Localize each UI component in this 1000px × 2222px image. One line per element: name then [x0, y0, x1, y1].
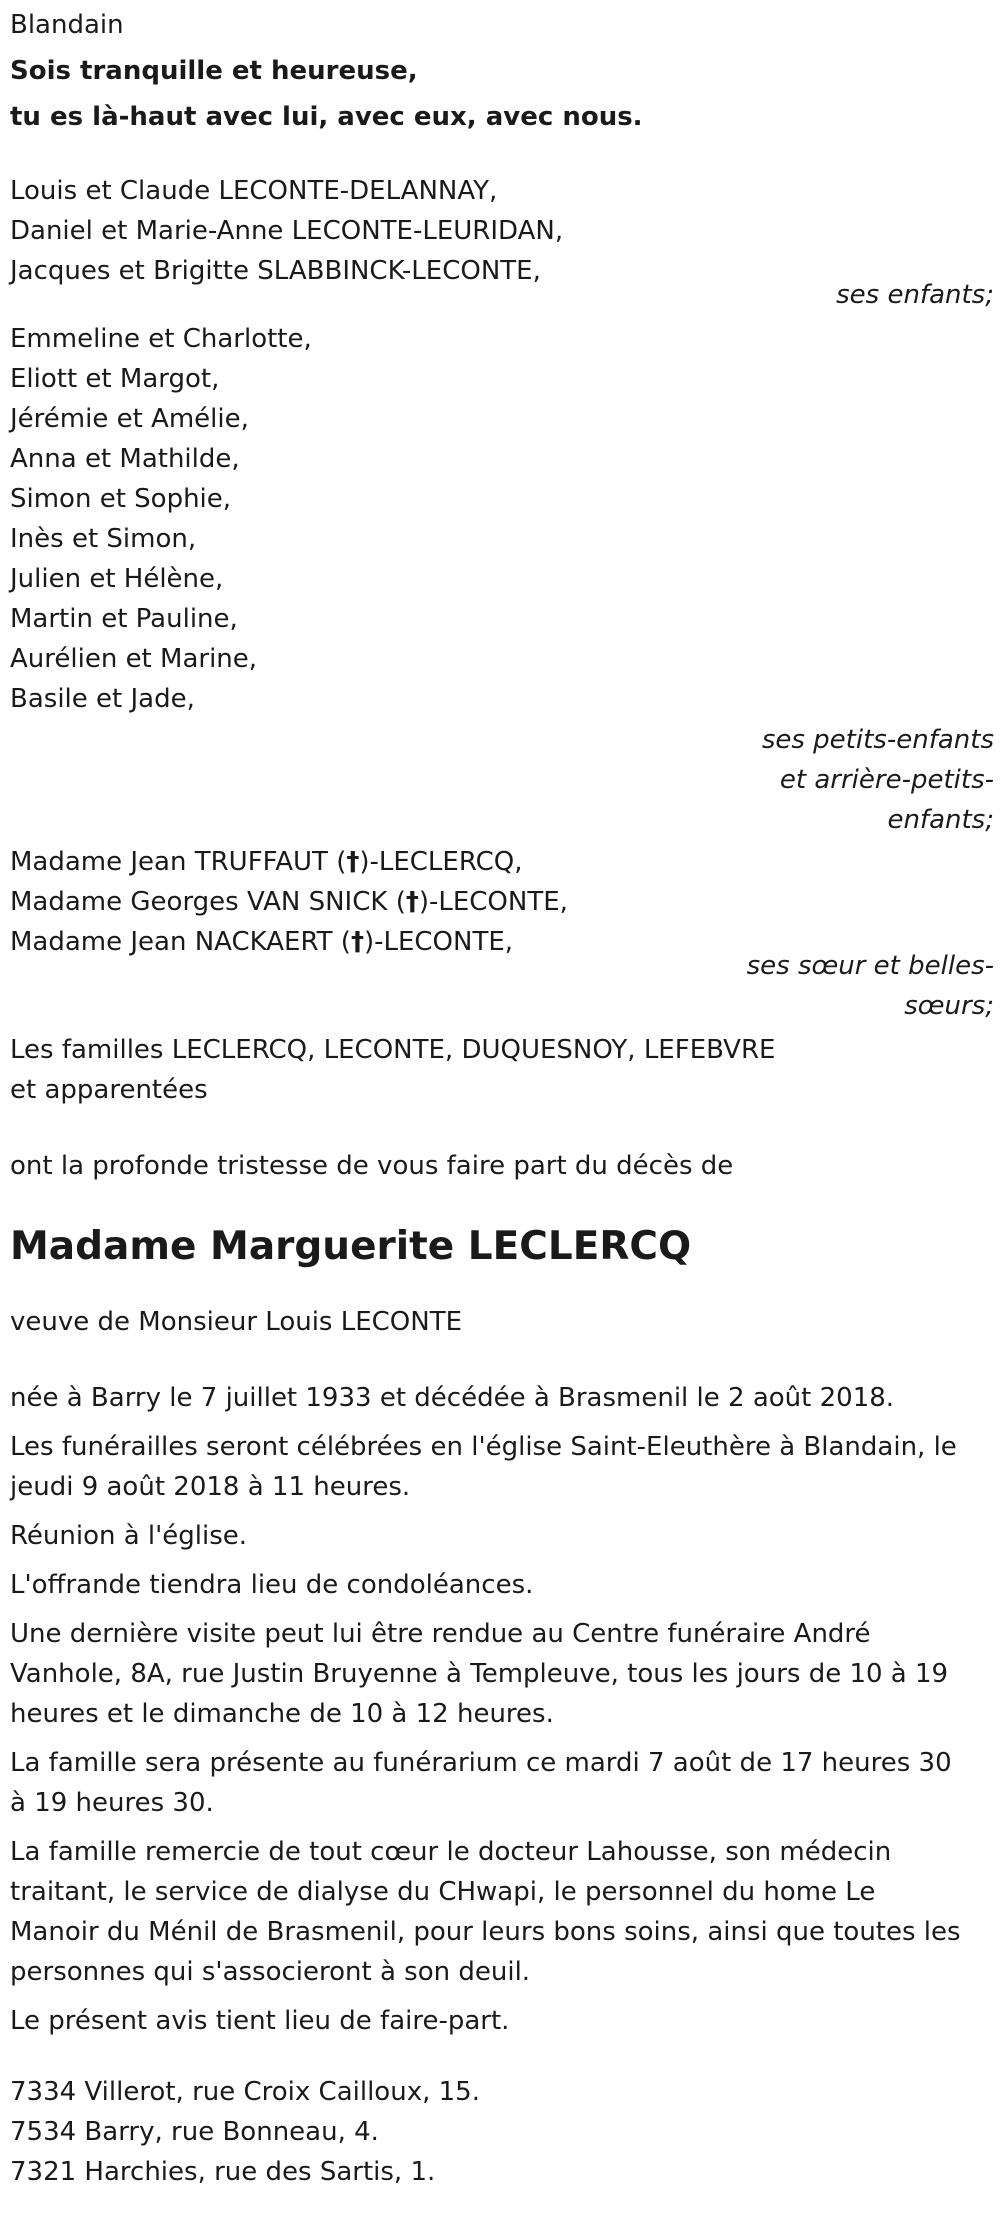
siblings-label-line-1: ses sœur et belles-: [746, 951, 994, 981]
quote-line-2: tu es là-haut avec lui, avec eux, avec nous.: [10, 102, 643, 132]
detail-paragraph-visit: [10, 1614, 1000, 1734]
detail-line: Les funérailles seront célébrées en l'église Saint-Eleuthère à Blandain, le: [10, 1432, 957, 1462]
detail-line: Réunion à l'église.: [10, 1521, 248, 1551]
detail-paragraph-birth-death: [10, 1378, 1000, 1418]
detail-paragraph-thanks: [10, 1832, 1000, 1992]
sibling-name-after: )-LECONTE,: [363, 927, 514, 957]
sibling-name-before: Madame Jean NACKAERT (: [10, 927, 351, 957]
grandchild-entry: Inès et Simon,: [10, 524, 197, 554]
sibling-name-after: )-LECLERCQ,: [359, 847, 523, 877]
detail-paragraph-notice: [10, 2001, 1000, 2041]
siblings-label-line-2: sœurs;: [904, 991, 994, 1021]
address-entry: 7534 Barry, rue Bonneau, 4.: [10, 2117, 379, 2147]
detail-line: à 19 heures 30.: [10, 1788, 214, 1818]
child-entry: Louis et Claude LECONTE-DELANNAY,: [10, 176, 498, 206]
sibling-entry: [10, 842, 1000, 882]
detail-line: L'offrande tiendra lieu de condoléances.: [10, 1570, 534, 1600]
families-line-2: et apparentées: [10, 1075, 208, 1105]
detail-line: Vanhole, 8A, rue Justin Bruyenne à Templeuve, tous les jours de 10 à 19: [10, 1659, 949, 1689]
grandchild-entry: Emmeline et Charlotte,: [10, 324, 312, 354]
detail-paragraph-presence: [10, 1743, 1000, 1823]
addresses-section: [10, 2072, 1000, 2192]
grandchildren-section: [10, 319, 1000, 840]
children-label: ses enfants;: [836, 280, 994, 310]
detail-line: La famille sera présente au funérarium ce mardi 7 août de 17 heures 30: [10, 1748, 952, 1778]
child-entry: Daniel et Marie-Anne LECONTE-LEURIDAN,: [10, 216, 564, 246]
detail-line: jeudi 9 août 2018 à 11 heures.: [10, 1472, 411, 1502]
sibling-entry: [10, 882, 1000, 922]
detail-paragraph-funeral: [10, 1427, 1000, 1507]
detail-line: Une dernière visite peut lui être rendue au Centre funéraire André: [10, 1619, 871, 1649]
deceased-cross-icon: †: [350, 927, 364, 957]
address-entry: 7334 Villerot, rue Croix Cailloux, 15.: [10, 2077, 480, 2107]
grandchildren-label-line-3: enfants;: [887, 805, 994, 835]
detail-line: traitant, le service de dialyse du CHwapi, le personnel du home Le: [10, 1877, 876, 1907]
address-entry: 7321 Harchies, rue des Sartis, 1.: [10, 2157, 436, 2187]
families-section: [10, 1030, 1000, 1110]
grandchild-entry: Aurélien et Marine,: [10, 644, 258, 674]
place-name: Blandain: [10, 10, 124, 40]
grandchild-entry: Eliott et Margot,: [10, 364, 220, 394]
grandchild-entry: Jérémie et Amélie,: [10, 404, 249, 434]
grandchild-entry: Julien et Hélène,: [10, 564, 224, 594]
child-entry: Jacques et Brigitte SLABBINCK-LECONTE,: [10, 256, 541, 286]
grandchild-entry: Anna et Mathilde,: [10, 444, 240, 474]
families-line-1: Les familles LECLERCQ, LECONTE, DUQUESNOY, LEFEBVRE: [10, 1035, 776, 1065]
announcement-text: ont la profonde tristesse de vous faire part du décès de: [10, 1151, 734, 1181]
sibling-name-before: Madame Jean TRUFFAUT (: [10, 847, 347, 877]
detail-line: heures et le dimanche de 10 à 12 heures.: [10, 1699, 554, 1729]
deceased-cross-icon: †: [346, 847, 360, 877]
detail-line: Manoir du Ménil de Brasmenil, pour leurs bons soins, ainsi que toutes les: [10, 1917, 961, 1947]
details-section: [10, 1378, 1000, 2041]
grandchildren-label-line-2: et arrière-petits-: [779, 765, 994, 795]
widow-of-text: veuve de Monsieur Louis LECONTE: [10, 1307, 463, 1337]
detail-paragraph-offering: [10, 1565, 1000, 1605]
grandchild-entry: Basile et Jade,: [10, 684, 195, 714]
quote-line-1: Sois tranquille et heureuse,: [10, 56, 418, 86]
detail-line: La famille remercie de tout cœur le docteur Lahousse, son médecin: [10, 1837, 892, 1867]
detail-paragraph-meeting: [10, 1516, 1000, 1556]
detail-line: Le présent avis tient lieu de faire-part.: [10, 2006, 510, 2036]
sibling-name-before: Madame Georges VAN SNICK (: [10, 887, 406, 917]
header: [10, 0, 1000, 137]
detail-line: née à Barry le 7 juillet 1933 et décédée à Brasmenil le 2 août 2018.: [10, 1383, 895, 1413]
sibling-name-after: )-LECONTE,: [418, 887, 568, 917]
grandchild-entry: Simon et Sophie,: [10, 484, 232, 514]
grandchildren-label-line-1: ses petits-enfants: [761, 725, 994, 755]
grandchild-entry: Martin et Pauline,: [10, 604, 238, 634]
siblings-section: [10, 842, 1000, 1026]
deceased-name: Madame Marguerite LECLERCQ: [10, 1224, 692, 1269]
children-section: [10, 171, 1000, 315]
deceased-cross-icon: †: [405, 887, 419, 917]
detail-line: personnes qui s'associeront à son deuil.: [10, 1957, 531, 1987]
